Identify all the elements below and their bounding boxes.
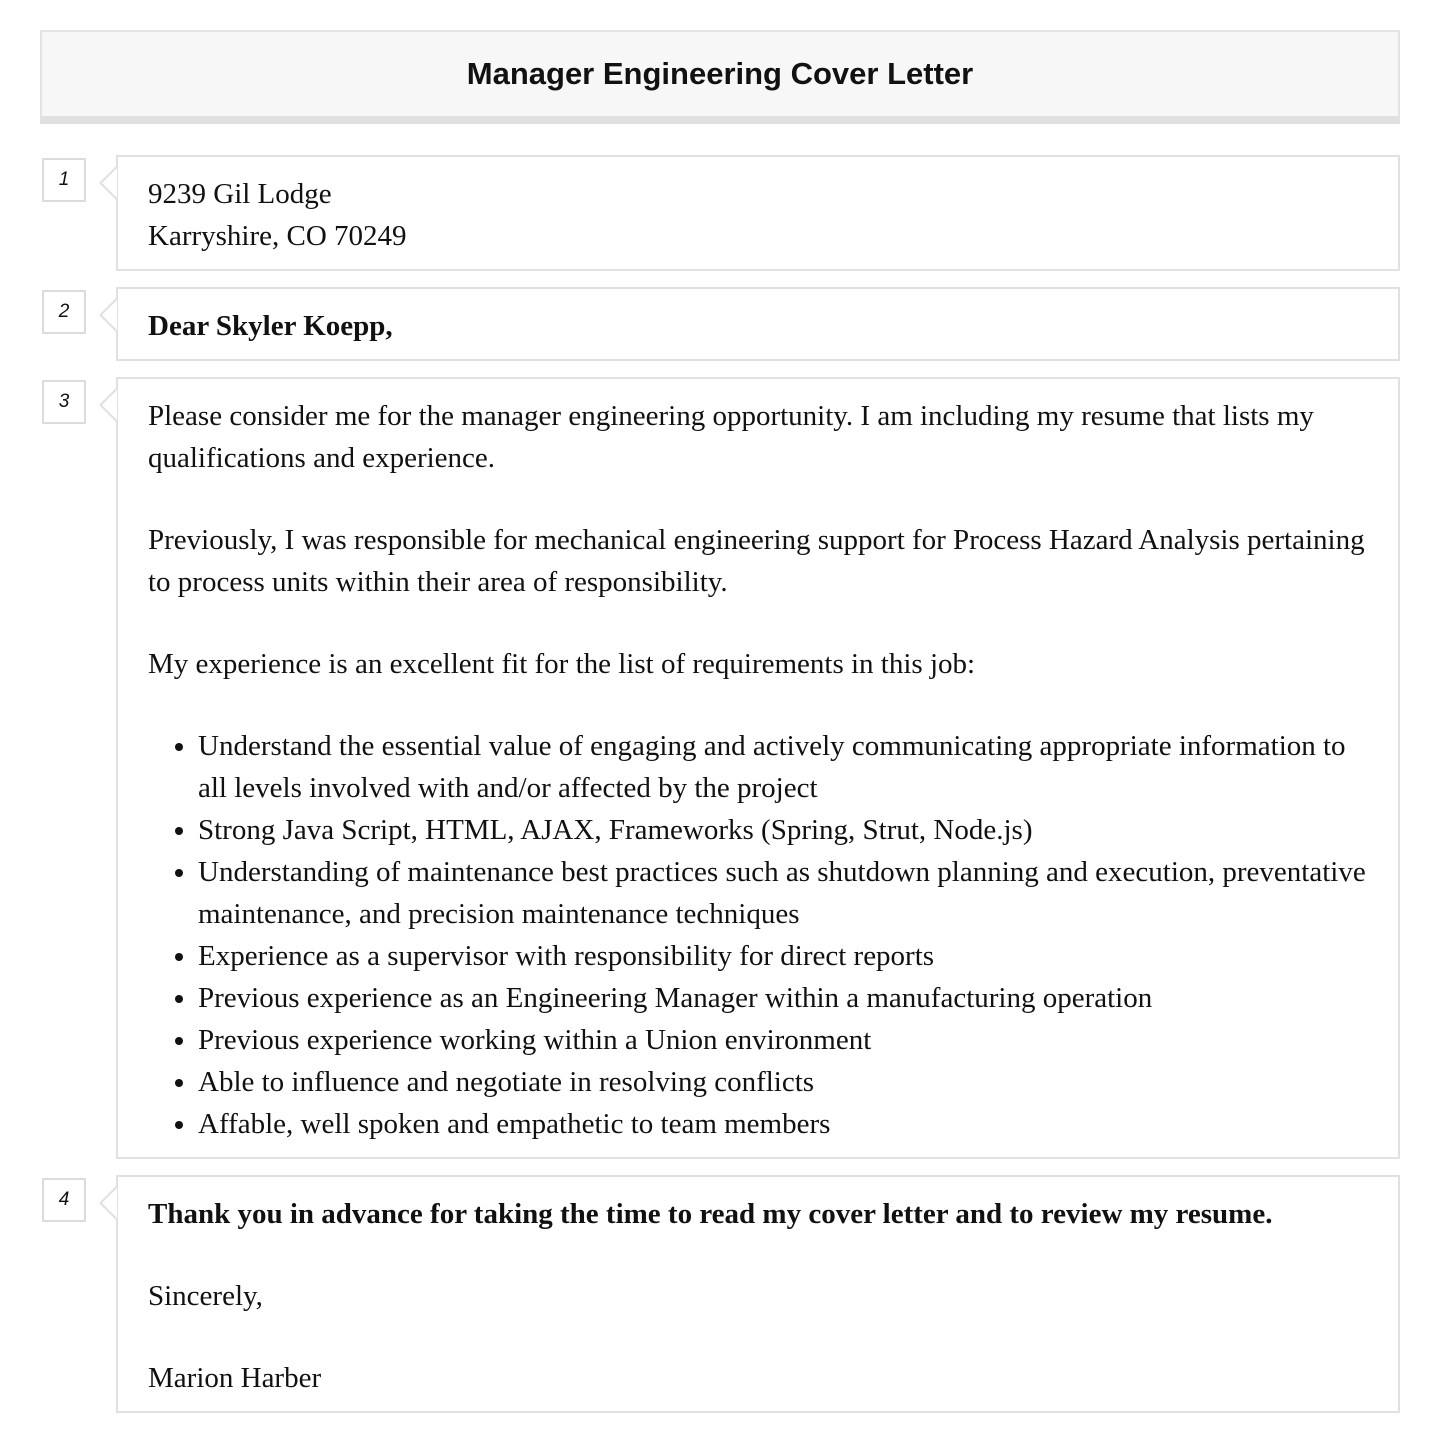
requirements-list — [148, 725, 1368, 1145]
list-item: • Able to influence and negotiate in resolving conflicts — [198, 1061, 1368, 1103]
section-number-4: 4 — [42, 1178, 86, 1222]
closing: Sincerely, — [148, 1280, 263, 1312]
page-title: Manager Engineering Cover Letter — [466, 56, 974, 91]
section-address — [116, 155, 1400, 271]
section-body — [116, 377, 1400, 1159]
previous-paragraph: Previously, I was responsible for mechanical engineering support for Process Hazard Analysis pertaining to process units within their area of responsibility. — [148, 524, 1365, 598]
page-header — [40, 30, 1400, 124]
section-number-2: 2 — [42, 290, 86, 334]
section-closing — [116, 1175, 1400, 1413]
address-line-2: Karryshire, CO 70249 — [148, 220, 407, 252]
section-greeting — [116, 287, 1400, 361]
list-item: • Strong Java Script, HTML, AJAX, Frameworks (Spring, Strut, Node.js) — [198, 809, 1368, 851]
address-line-1: 9239 Gil Lodge — [148, 178, 332, 210]
fit-paragraph: My experience is an excellent fit for the list of requirements in this job: — [148, 648, 976, 680]
intro-paragraph: Please consider me for the manager engineering opportunity. I am including my resume that lists my qualifications and experience. — [148, 400, 1314, 474]
list-item: • Previous experience working within a Union environment — [198, 1019, 1368, 1061]
list-item: • Understanding of maintenance best practices such as shutdown planning and execution, preventative maintenance, and precision maintenance techniques — [198, 851, 1368, 935]
signature: Marion Harber — [148, 1362, 322, 1394]
list-item: • Previous experience as an Engineering Manager within a manufacturing operation — [198, 977, 1368, 1019]
list-item: • Understand the essential value of engaging and actively communicating appropriate information to all levels involved with and/or affected by the project — [198, 725, 1368, 809]
thanks-paragraph: Thank you in advance for taking the time to read my cover letter and to review my resume. — [148, 1198, 1273, 1230]
list-item: • Experience as a supervisor with responsibility for direct reports — [198, 935, 1368, 977]
section-number-3: 3 — [42, 380, 86, 424]
greeting: Dear Skyler Koepp, — [148, 310, 393, 342]
section-number-1: 1 — [42, 158, 86, 202]
list-item: • Affable, well spoken and empathetic to team members — [198, 1103, 1368, 1145]
